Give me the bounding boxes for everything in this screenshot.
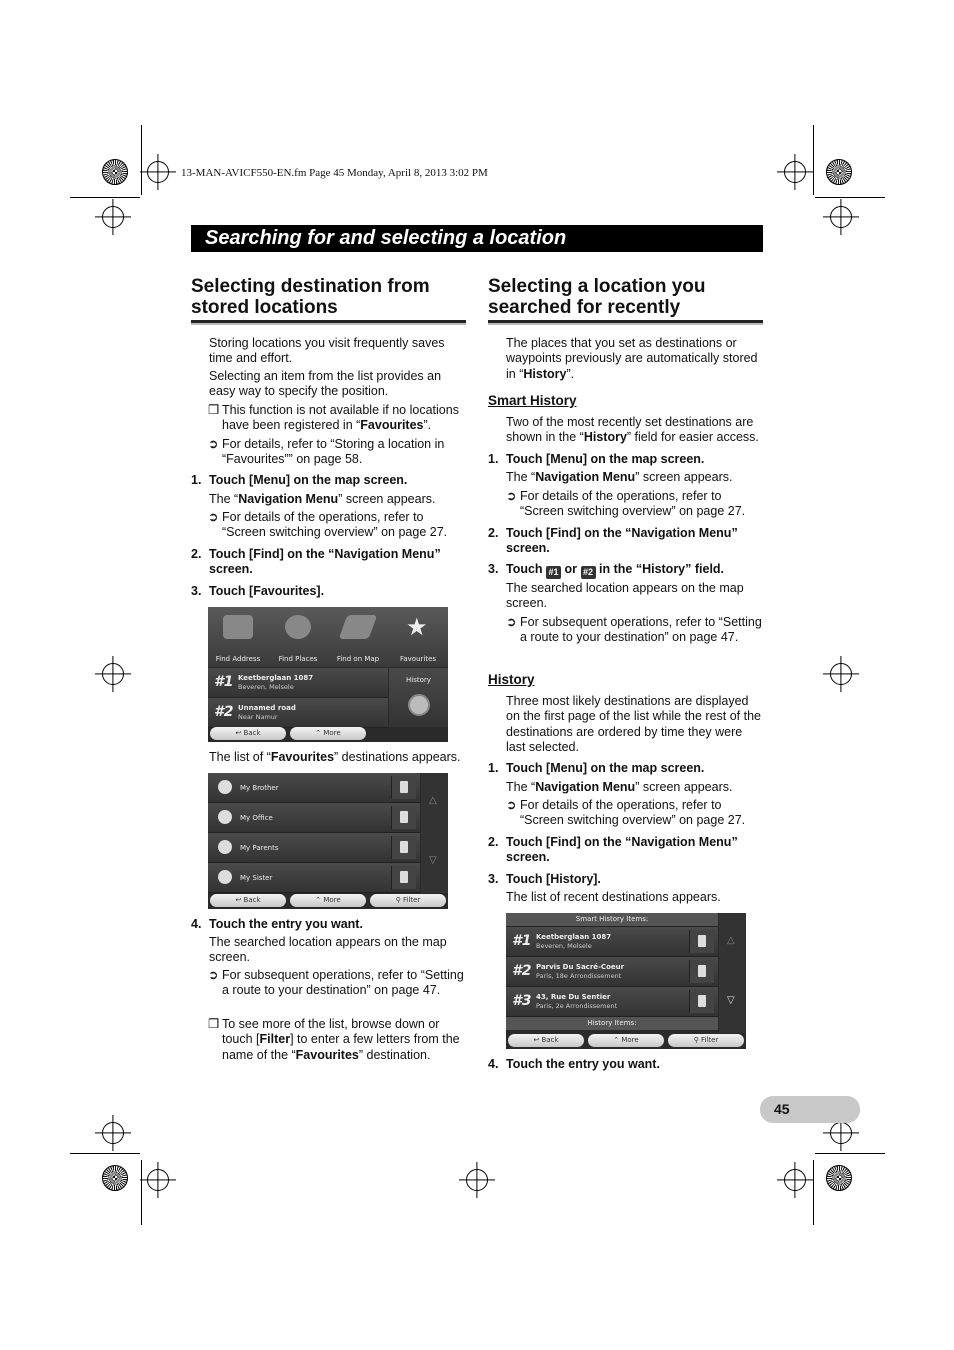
history-text: Three most likely destinations are displayed on the first page of the list while the rest of the destinations are ordered by time they were last selected.: [506, 694, 762, 755]
crop-mark: [813, 125, 814, 195]
right-step-3: 3. Touch #1 or #2 in the “History” field.: [488, 562, 725, 577]
right-step-1-note: ➲ For details of the operations, refer to “Screen switching overview” on page 27.: [506, 489, 746, 519]
favourite-item[interactable]: My Sister: [208, 863, 420, 893]
history-heading: History: [488, 672, 535, 687]
registration-mark-icon: [147, 161, 169, 183]
right-history-step-3-result: The list of recent destinations appears.: [506, 890, 721, 904]
back-button[interactable]: ↩ Back: [210, 894, 286, 907]
trash-icon[interactable]: [391, 806, 416, 829]
scroll-up-icon[interactable]: △: [727, 935, 735, 946]
pin-icon: [218, 810, 232, 824]
find-address-tile[interactable]: Find Address: [208, 607, 269, 667]
right-history-step-1-note: ➲ For details of the operations, refer to “Screen switching overview” on page 27.: [506, 798, 746, 828]
right-heading: Selecting a location you searched for recently: [488, 276, 706, 318]
scroll-down-icon[interactable]: ▽: [727, 995, 735, 1006]
registration-mark-icon: [147, 1169, 169, 1191]
trash-icon[interactable]: [391, 776, 416, 799]
crop-mark: [141, 1160, 142, 1225]
right-step-1: 1. Touch [Menu] on the map screen.: [488, 452, 705, 466]
left-step-4: 4. Touch the entry you want.: [191, 917, 363, 931]
history-row-2[interactable]: #2 Parvis Du Sacré-Coeur Paris, 18e Arrondissement: [506, 957, 718, 987]
left-intro-1: Storing locations you visit frequently saves time and effort.: [209, 336, 445, 366]
trash-icon[interactable]: [689, 960, 714, 983]
right-step-1-result: The “Navigation Menu” screen appears.: [506, 470, 733, 484]
heading-rule: [488, 320, 763, 325]
trash-icon[interactable]: [391, 866, 416, 889]
registration-mark-icon: [466, 1169, 488, 1191]
smart-history-label: Smart History Items:: [506, 913, 718, 927]
registration-mark-icon: [102, 206, 124, 228]
history-row-2[interactable]: #2 Unnamed road Near Namur: [208, 698, 388, 728]
trash-icon[interactable]: [391, 836, 416, 859]
registration-mark-icon: [830, 663, 852, 685]
history-items-label: History Items:: [506, 1017, 718, 1030]
favourites-list-screenshot: [208, 773, 448, 909]
more-button[interactable]: ⌃ More: [290, 894, 366, 907]
scrollbar[interactable]: [421, 773, 448, 893]
scrollbar[interactable]: [719, 913, 746, 1033]
smart-history-text: Two of the most recently set destinations are shown in the “History” field for easier access.: [506, 415, 759, 445]
history-2-icon: #2: [581, 566, 596, 579]
find-places-tile[interactable]: Find Places: [268, 607, 329, 667]
right-step-3-result: The searched location appears on the map screen.: [506, 581, 744, 611]
favourite-item[interactable]: My Parents: [208, 833, 420, 863]
map-icon: [339, 615, 378, 639]
history-row-3[interactable]: #3 43, Rue Du Sentier Paris, 2e Arrondissement: [506, 987, 718, 1017]
crop-mark: [141, 125, 142, 195]
favourites-tile[interactable]: ★ Favourites: [388, 607, 448, 667]
section-banner: Searching for and selecting a location: [191, 225, 763, 252]
more-button[interactable]: ⌃ More: [290, 727, 366, 740]
pin-icon: [218, 870, 232, 884]
star-icon: ★: [406, 613, 428, 641]
address-icon: [223, 615, 253, 639]
favourites-appears-text: The list of “Favourites” destinations appears.: [209, 750, 461, 764]
history-1-icon: #1: [546, 566, 561, 579]
smart-history-heading: Smart History: [488, 393, 577, 408]
color-rosette-icon: [102, 159, 128, 185]
history-row-1[interactable]: #1 Keetberglaan 1087 Beveren, Melsele: [506, 927, 718, 957]
right-history-step-1-result: The “Navigation Menu” screen appears.: [506, 780, 733, 794]
color-rosette-icon: [826, 1165, 852, 1191]
more-button[interactable]: ⌃ More: [588, 1034, 664, 1047]
left-note-2: ➲ For details, refer to “Storing a location in “Favourites”” on page 58.: [208, 437, 445, 467]
left-step-3: 3. Touch [Favourites].: [191, 584, 325, 598]
find-on-map-tile[interactable]: Find on Map: [328, 607, 389, 667]
right-history-step-1: 1. Touch [Menu] on the map screen.: [488, 761, 705, 775]
crop-mark: [813, 1160, 814, 1225]
crop-mark: [70, 1153, 140, 1154]
registration-mark-icon: [784, 1169, 806, 1191]
right-history-step-3: 3. Touch [History].: [488, 872, 601, 886]
left-intro-2: Selecting an item from the list provides an easy way to specify the position.: [209, 369, 442, 399]
back-button[interactable]: ↩ Back: [508, 1034, 584, 1047]
registration-mark-icon: [830, 206, 852, 228]
crop-mark: [815, 197, 885, 198]
color-rosette-icon: [826, 159, 852, 185]
file-info: 13-MAN-AVICF550-EN.fm Page 45 Monday, April 8, 2013 3:02 PM: [181, 167, 488, 179]
pin-icon: [218, 780, 232, 794]
crop-mark: [70, 197, 140, 198]
crop-mark: [815, 1153, 885, 1154]
trash-icon[interactable]: [689, 990, 714, 1013]
trash-icon[interactable]: [689, 930, 714, 953]
left-step-1: 1. Touch [Menu] on the map screen.: [191, 473, 408, 487]
filter-button[interactable]: ⚲ Filter: [370, 894, 446, 907]
page-number: 45: [760, 1096, 860, 1123]
favourite-item[interactable]: My Brother: [208, 773, 420, 803]
left-step-4-result: The searched location appears on the map screen.: [209, 935, 447, 965]
pin-icon: [218, 840, 232, 854]
back-button[interactable]: ↩ Back: [210, 727, 286, 740]
history-button[interactable]: History: [389, 668, 448, 727]
left-step-4-note: ➲ For subsequent operations, refer to “Setting a route to your destination” on page 47.: [208, 968, 464, 998]
favourite-item[interactable]: My Office: [208, 803, 420, 833]
scroll-down-icon[interactable]: ▽: [429, 855, 437, 866]
heading-rule: [191, 320, 466, 325]
filter-button[interactable]: ⚲ Filter: [668, 1034, 744, 1047]
color-rosette-icon: [102, 1165, 128, 1191]
places-icon: [285, 615, 311, 639]
left-step-1-note: ➲ For details of the operations, refer to “Screen switching overview” on page 27.: [208, 510, 448, 540]
left-note-1: ❒ This function is not available if no locations have been registered in “Favourites”.: [208, 403, 459, 433]
scroll-up-icon[interactable]: △: [429, 795, 437, 806]
registration-mark-icon: [102, 663, 124, 685]
history-list-screenshot: [506, 913, 746, 1049]
registration-mark-icon: [784, 161, 806, 183]
right-intro: The places that you set as destinations or waypoints previously are automatically stored in “History”.: [506, 336, 758, 381]
right-step-2: 2. Touch [Find] on the “Navigation Menu” screen.: [488, 526, 738, 556]
clock-icon: [408, 694, 430, 716]
right-step-3-note: ➲ For subsequent operations, refer to “Setting a route to your destination” on page 47.: [506, 615, 762, 645]
left-heading: Selecting destination from stored locations: [191, 276, 430, 318]
left-step-2: 2. Touch [Find] on the “Navigation Menu” screen.: [191, 547, 441, 577]
find-menu-screenshot: [208, 607, 448, 742]
left-step-1-result: The “Navigation Menu” screen appears.: [209, 492, 436, 506]
right-history-step-2: 2. Touch [Find] on the “Navigation Menu” screen.: [488, 835, 738, 865]
registration-mark-icon: [830, 1122, 852, 1144]
history-row-1[interactable]: #1 Keetberglaan 1087 Beveren, Melsele: [208, 668, 388, 698]
registration-mark-icon: [102, 1122, 124, 1144]
right-history-step-4: 4. Touch the entry you want.: [488, 1057, 660, 1071]
left-note-3: ❒ To see more of the list, browse down or touch [Filter] to enter a few letters from the name of the “Favourites” destination.: [208, 1017, 460, 1062]
